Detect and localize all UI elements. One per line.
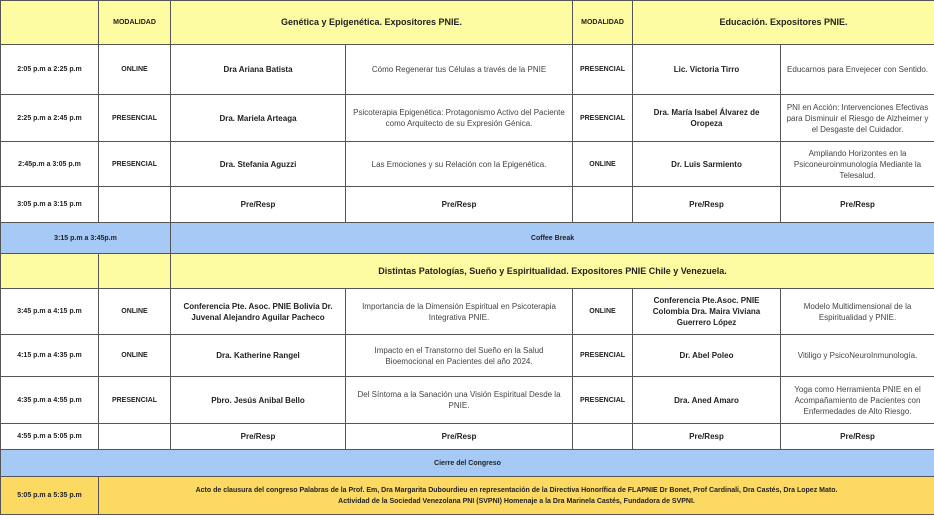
- topic-cell: Modelo Multidimensional de la Espiritualidad y PNIE.: [781, 289, 934, 335]
- modalidad-cell: PRESENCIAL: [573, 377, 633, 424]
- modalidad-cell: PRESENCIAL: [99, 377, 171, 424]
- topic-cell: Vitiligo y PsicoNeuroInmunología.: [781, 335, 934, 377]
- time-cell: 4:55 p.m a 5:05 p.m: [1, 424, 99, 450]
- session-title-a: Genética y Epigenética. Expositores PNIE.: [171, 1, 573, 45]
- speaker-cell: Pre/Resp: [171, 187, 346, 223]
- session-title-b: Educación. Expositores PNIE.: [633, 1, 934, 45]
- topic-cell: Cómo Regenerar tus Células a través de la PNIE: [346, 45, 573, 95]
- topic-cell: Ampliando Horizontes en la Psiconeuroinmunología Mediante la Telesalud.: [781, 142, 934, 187]
- speaker-cell: Dra Ariana Batista: [171, 45, 346, 95]
- speaker-cell: Lic. Victoria Tirro: [633, 45, 781, 95]
- topic-cell: Yoga como Herramienta PNIE en el Acompañamiento de Pacientes con Enfermedades de Alto Riesgo.: [781, 377, 934, 424]
- speaker-cell: Dra. Katherine Rangel: [171, 335, 346, 377]
- speaker-cell: Pbro. Jesús Anibal Bello: [171, 377, 346, 424]
- time-header: [1, 254, 99, 289]
- modalidad-header-b: MODALIDAD: [573, 1, 633, 45]
- topic-cell: Del Síntoma a la Sanación una Visión Espiritual Desde la PNIE.: [346, 377, 573, 424]
- modalidad-cell: ONLINE: [99, 45, 171, 95]
- modalidad-cell: PRESENCIAL: [99, 142, 171, 187]
- modalidad-cell: [573, 187, 633, 223]
- closing-header-row: [1, 450, 934, 477]
- header-row-2: [1, 254, 934, 289]
- topic-cell: Pre/Resp: [346, 187, 573, 223]
- closing-description: [99, 477, 934, 515]
- speaker-cell: Dra. Aned Amaro: [633, 377, 781, 424]
- table-row: [1, 335, 934, 377]
- topic-cell: Las Emociones y su Relación con la Epigenética.: [346, 142, 573, 187]
- header-row-1: [1, 1, 934, 45]
- time-cell: 5:05 p.m a 5:35 p.m: [1, 477, 99, 515]
- table-row: [1, 187, 934, 223]
- speaker-cell: Dra. María Isabel Álvarez de Oropeza: [633, 95, 781, 142]
- modalidad-cell: [99, 424, 171, 450]
- time-cell: 3:15 p.m a 3:45p.m: [1, 223, 171, 254]
- time-header: [1, 1, 99, 45]
- modalidad-cell: PRESENCIAL: [573, 95, 633, 142]
- modalidad-header-a: MODALIDAD: [99, 1, 171, 45]
- session-title-c: Distintas Patologías, Sueño y Espiritualidad. Expositores PNIE Chile y Venezuela.: [171, 254, 934, 289]
- speaker-cell: Pre/Resp: [633, 187, 781, 223]
- table-row: [1, 289, 934, 335]
- modalidad-cell: ONLINE: [99, 289, 171, 335]
- time-cell: 4:15 p.m a 4:35 p.m: [1, 335, 99, 377]
- speaker-cell: Dr. Luis Sarmiento: [633, 142, 781, 187]
- modalidad-cell: ONLINE: [573, 289, 633, 335]
- speaker-cell: Dra. Mariela Arteaga: [171, 95, 346, 142]
- topic-cell: Psicoterapia Epigenética: Protagonismo Activo del Paciente como Arquitecto de su Expresión Génica.: [346, 95, 573, 142]
- coffee-break-row: [1, 223, 934, 254]
- time-cell: 2:45p.m a 3:05 p.m: [1, 142, 99, 187]
- closing-line-2: Actividad de la Sociedad Venezolana PNI (SVPNI) Homenaje a la Dra Marinela Castés, Fundadora de SVPNI.: [338, 497, 695, 505]
- time-cell: 2:05 p.m a 2:25 p.m: [1, 45, 99, 95]
- table-row: [1, 377, 934, 424]
- table-row: [1, 45, 934, 95]
- closing-line-1: Acto de clausura del congreso Palabras de la Prof. Em, Dra Margarita Dubourdieu en representación de la Directiva Honorífica de FLAPNIE Dr Bonet, Prof Cardinali, Dra Castés, Dra Lopez Mato.: [195, 486, 838, 494]
- topic-cell: Importancia de la Dimensión Espiritual en Psicoterapia Integrativa PNIE.: [346, 289, 573, 335]
- table-row: [1, 142, 934, 187]
- topic-cell: Pre/Resp: [781, 424, 934, 450]
- modalidad-header: [99, 254, 171, 289]
- topic-cell: Pre/Resp: [781, 187, 934, 223]
- modalidad-cell: PRESENCIAL: [573, 45, 633, 95]
- speaker-cell: Conferencia Pte.Asoc. PNIE Colombia Dra. Maira Viviana Guerrero López: [633, 289, 781, 335]
- speaker-cell: Dr. Abel Poleo: [633, 335, 781, 377]
- time-cell: 3:45 p.m a 4:15 p.m: [1, 289, 99, 335]
- coffee-break-label: Coffee Break: [171, 223, 934, 254]
- modalidad-cell: PRESENCIAL: [99, 95, 171, 142]
- topic-cell: PNI en Acción: Intervenciones Efectivas para Disminuir el Riesgo de Alzheimer y el Desgaste del Cuidador.: [781, 95, 934, 142]
- topic-cell: Educarnos para Envejecer con Sentido.: [781, 45, 934, 95]
- closing-label: Cierre del Congreso: [1, 450, 934, 477]
- table-row: [1, 95, 934, 142]
- speaker-cell: Pre/Resp: [171, 424, 346, 450]
- modalidad-cell: [573, 424, 633, 450]
- table-row: [1, 424, 934, 450]
- modalidad-cell: ONLINE: [573, 142, 633, 187]
- speaker-cell: Dra. Stefania Aguzzi: [171, 142, 346, 187]
- time-cell: 4:35 p.m a 4:55 p.m: [1, 377, 99, 424]
- time-cell: 3:05 p.m a 3:15 p.m: [1, 187, 99, 223]
- speaker-cell: Conferencia Pte. Asoc. PNIE Bolivia Dr. Juvenal Alejandro Aguilar Pacheco: [171, 289, 346, 335]
- closing-row: [1, 477, 934, 515]
- modalidad-cell: ONLINE: [99, 335, 171, 377]
- topic-cell: Pre/Resp: [346, 424, 573, 450]
- modalidad-cell: [99, 187, 171, 223]
- modalidad-cell: PRESENCIAL: [573, 335, 633, 377]
- time-cell: 2:25 p.m a 2:45 p.m: [1, 95, 99, 142]
- speaker-cell: Pre/Resp: [633, 424, 781, 450]
- topic-cell: Impacto en el Transtorno del Sueño en la Salud Bioemocional en Pacientes del año 2024.: [346, 335, 573, 377]
